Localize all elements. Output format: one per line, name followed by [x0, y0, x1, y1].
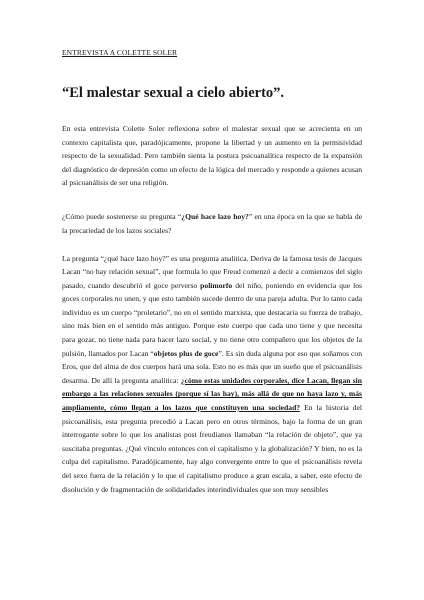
question-text-start: ¿Cómo puede sostenerse su pregunta “ — [62, 211, 182, 221]
answer-segment-1: La pregunta “¿qué hace lazo hoy?” es una pregunta analítica. Deriva de la famosa tesis de Jacques Lacan “no hay relación sexual”, que formula lo que Freud comenzó a decir a comienzos del siglo pasado, cuando descubrió el goce perverso — [62, 253, 362, 290]
answer-segment-4: En la historia del psicoanálisis, esta pregunta precedió a Lacan pero en otros términos, bajo la forma de un gran interrogante sobre lo que los analistas post freudianos llamaban “la relación de objeto”, que ya suscitaba preguntas. ¿Qué vínculo entonces con el capitalismo y la globalización? Y bien, no es la culpa del capitalismo. Paradójicamente, hay algo convergente entre lo que el psicoanálisis revela del sexo fuera de la relación y lo que el capitalismo produce a gran escala, a saber, este efecto de disolución y de fragmentación de solidaridades interindividuales que son muy sensibles — [62, 403, 362, 494]
answer-segment-3: ”. Es sin duda alguna por eso que soñamos con Eros, que del alma de dos cuerpos hará una sola. Esto no es más que un sueño que el psicoanálisis desarma. De allí la pregunta analítica: — [62, 348, 362, 385]
answer-segment-2: del niño, poniendo en evidencia que los goces corporales no unen, y que esto también sucede dentro de una pareja adulta. Por lo tanto cada individuo es un cuerpo “proletario”, no en el sentido marxista, que destacaría su fuerza de trabajo, sino más bien en el sentido más antiguo. Porque este cuerpo que cada uno tiene y que necesita para gozar, no tiene nada para hacer lazo social, y no tiene otro compañero que los objetos de la pulsión, llamados por Lacan “ — [62, 280, 362, 358]
question-bold-phrase: ¿Qué hace lazo hoy? — [181, 211, 249, 221]
article-abstract: En esta entrevista Colette Soler reflexiona sobre el malestar sexual que se acrecienta en un contexto capitalista que, paradójicamente, propone la libertad y un aumento en la permisividad respecto de la sexualidad. Pero también sienta la postura psicoanalítica respecto de la expansión del diagnóstico de depresión como un efecto de la lógica del mercado y responde a quienes acusan al psicoanálisis de ser una religión. — [62, 124, 362, 187]
answer-bold-polimorfo: polimorfo — [200, 280, 233, 290]
interview-answer — [62, 252, 362, 497]
interview-question — [62, 210, 362, 238]
article-title: “El malestar sexual a cielo abierto”. — [62, 85, 285, 101]
answer-bold-question: ¿cómo estas unidades corporales, dice Lacan, llegan sin embargo a las relaciones sexuales (porque sí las hay), más allá de que no haya lazo y, más ampliamente, cómo llegan a los lazos que constituyen una sociedad? — [62, 375, 362, 413]
question-text-end: ” en una época en la que se habla de la precariedad de los lazos sociales? — [62, 211, 362, 235]
interview-kicker: ENTREVISTA A COLETTE SOLER — [62, 48, 178, 57]
answer-bold-objetos: objetos plus de goce — [153, 348, 219, 358]
